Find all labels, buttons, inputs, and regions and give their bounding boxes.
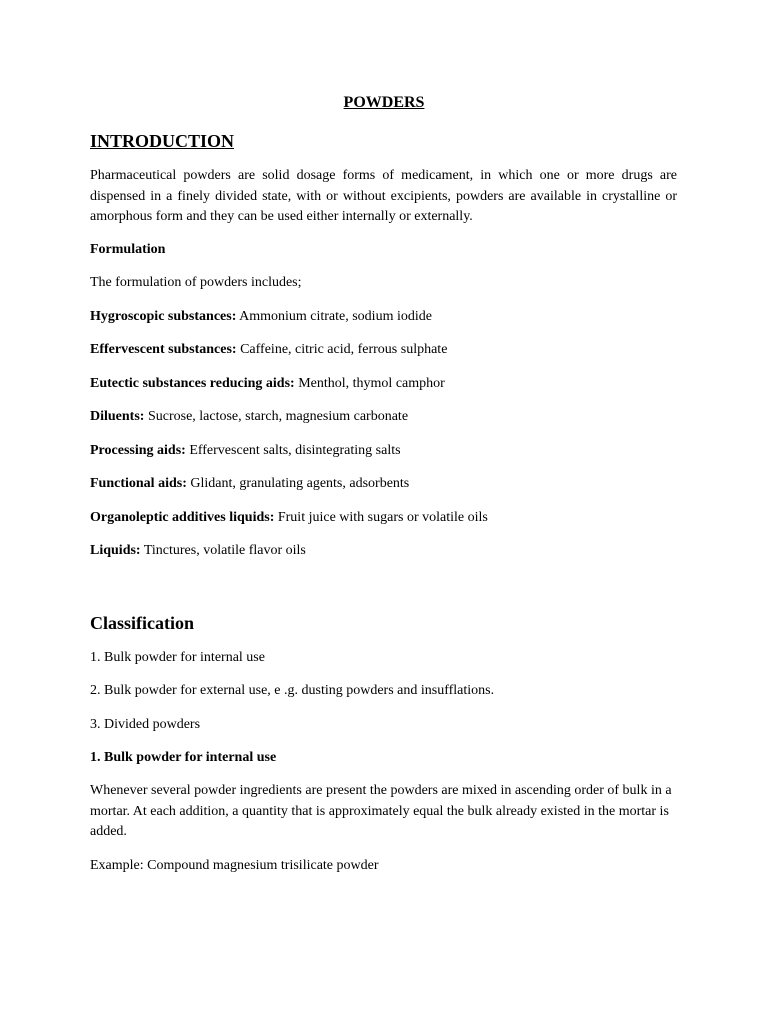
formulation-item bbox=[90, 407, 690, 427]
formulation-item-text: Menthol, thymol camphor bbox=[294, 376, 445, 391]
formulation-item bbox=[90, 374, 690, 394]
formulation-item bbox=[90, 307, 690, 327]
formulation-intro: The formulation of powders includes; bbox=[90, 275, 302, 290]
formulation-item-term: Eutectic substances reducing aids: bbox=[90, 376, 295, 391]
classification-item: 1. Bulk powder for internal use bbox=[90, 650, 265, 665]
formulation-item-term: Liquids: bbox=[90, 543, 141, 558]
introduction-heading: INTRODUCTION bbox=[90, 131, 235, 151]
classification-item: 3. Divided powders bbox=[90, 717, 201, 732]
formulation-item-text: Effervescent salts, disintegrating salts bbox=[185, 443, 401, 458]
formulation-item bbox=[90, 474, 690, 494]
formulation-item bbox=[90, 508, 690, 528]
introduction-paragraph: Pharmaceutical powders are solid dosage forms of medicament, in which one or more drugs are dispensed in a finely divided state, with or without excipients, powders are available in crystalline or amorphous form and they can be used either internally or externally. bbox=[90, 168, 677, 224]
formulation-item-text: Tinctures, volatile flavor oils bbox=[140, 543, 306, 558]
classification-item: 2. Bulk powder for external use, e .g. dusting powders and insufflations. bbox=[90, 683, 495, 698]
formulation-item-text: Ammonium citrate, sodium iodide bbox=[236, 309, 432, 324]
formulation-heading: Formulation bbox=[90, 242, 166, 257]
formulation-item-term: Diluents: bbox=[90, 409, 145, 424]
formulation-item bbox=[90, 541, 690, 561]
formulation-item-text: Fruit juice with sugars or volatile oils bbox=[274, 510, 488, 525]
formulation-item-text: Glidant, granulating agents, adsorbents bbox=[186, 476, 410, 491]
formulation-item-term: Effervescent substances: bbox=[90, 342, 237, 357]
formulation-item-term: Organoleptic additives liquids: bbox=[90, 510, 275, 525]
formulation-item-term: Hygroscopic substances: bbox=[90, 309, 237, 324]
bulk-internal-paragraph: Whenever several powder ingredients are present the powders are mixed in ascending order of bulk in a mortar. At each addition, a quantity that is approximately equal the bulk already existed in the mortar is added. bbox=[90, 783, 672, 839]
formulation-item-text: Caffeine, citric acid, ferrous sulphate bbox=[236, 342, 448, 357]
formulation-item bbox=[90, 340, 690, 360]
formulation-item bbox=[90, 441, 690, 461]
formulation-item-term: Functional aids: bbox=[90, 476, 187, 491]
document-title: POWDERS bbox=[343, 94, 425, 111]
bulk-internal-subheading: 1. Bulk powder for internal use bbox=[90, 750, 277, 765]
example-line: Example: Compound magnesium trisilicate powder bbox=[90, 858, 379, 873]
formulation-item-text: Sucrose, lactose, starch, magnesium carbonate bbox=[144, 409, 409, 424]
classification-heading: Classification bbox=[90, 613, 195, 633]
formulation-item-term: Processing aids: bbox=[90, 443, 186, 458]
